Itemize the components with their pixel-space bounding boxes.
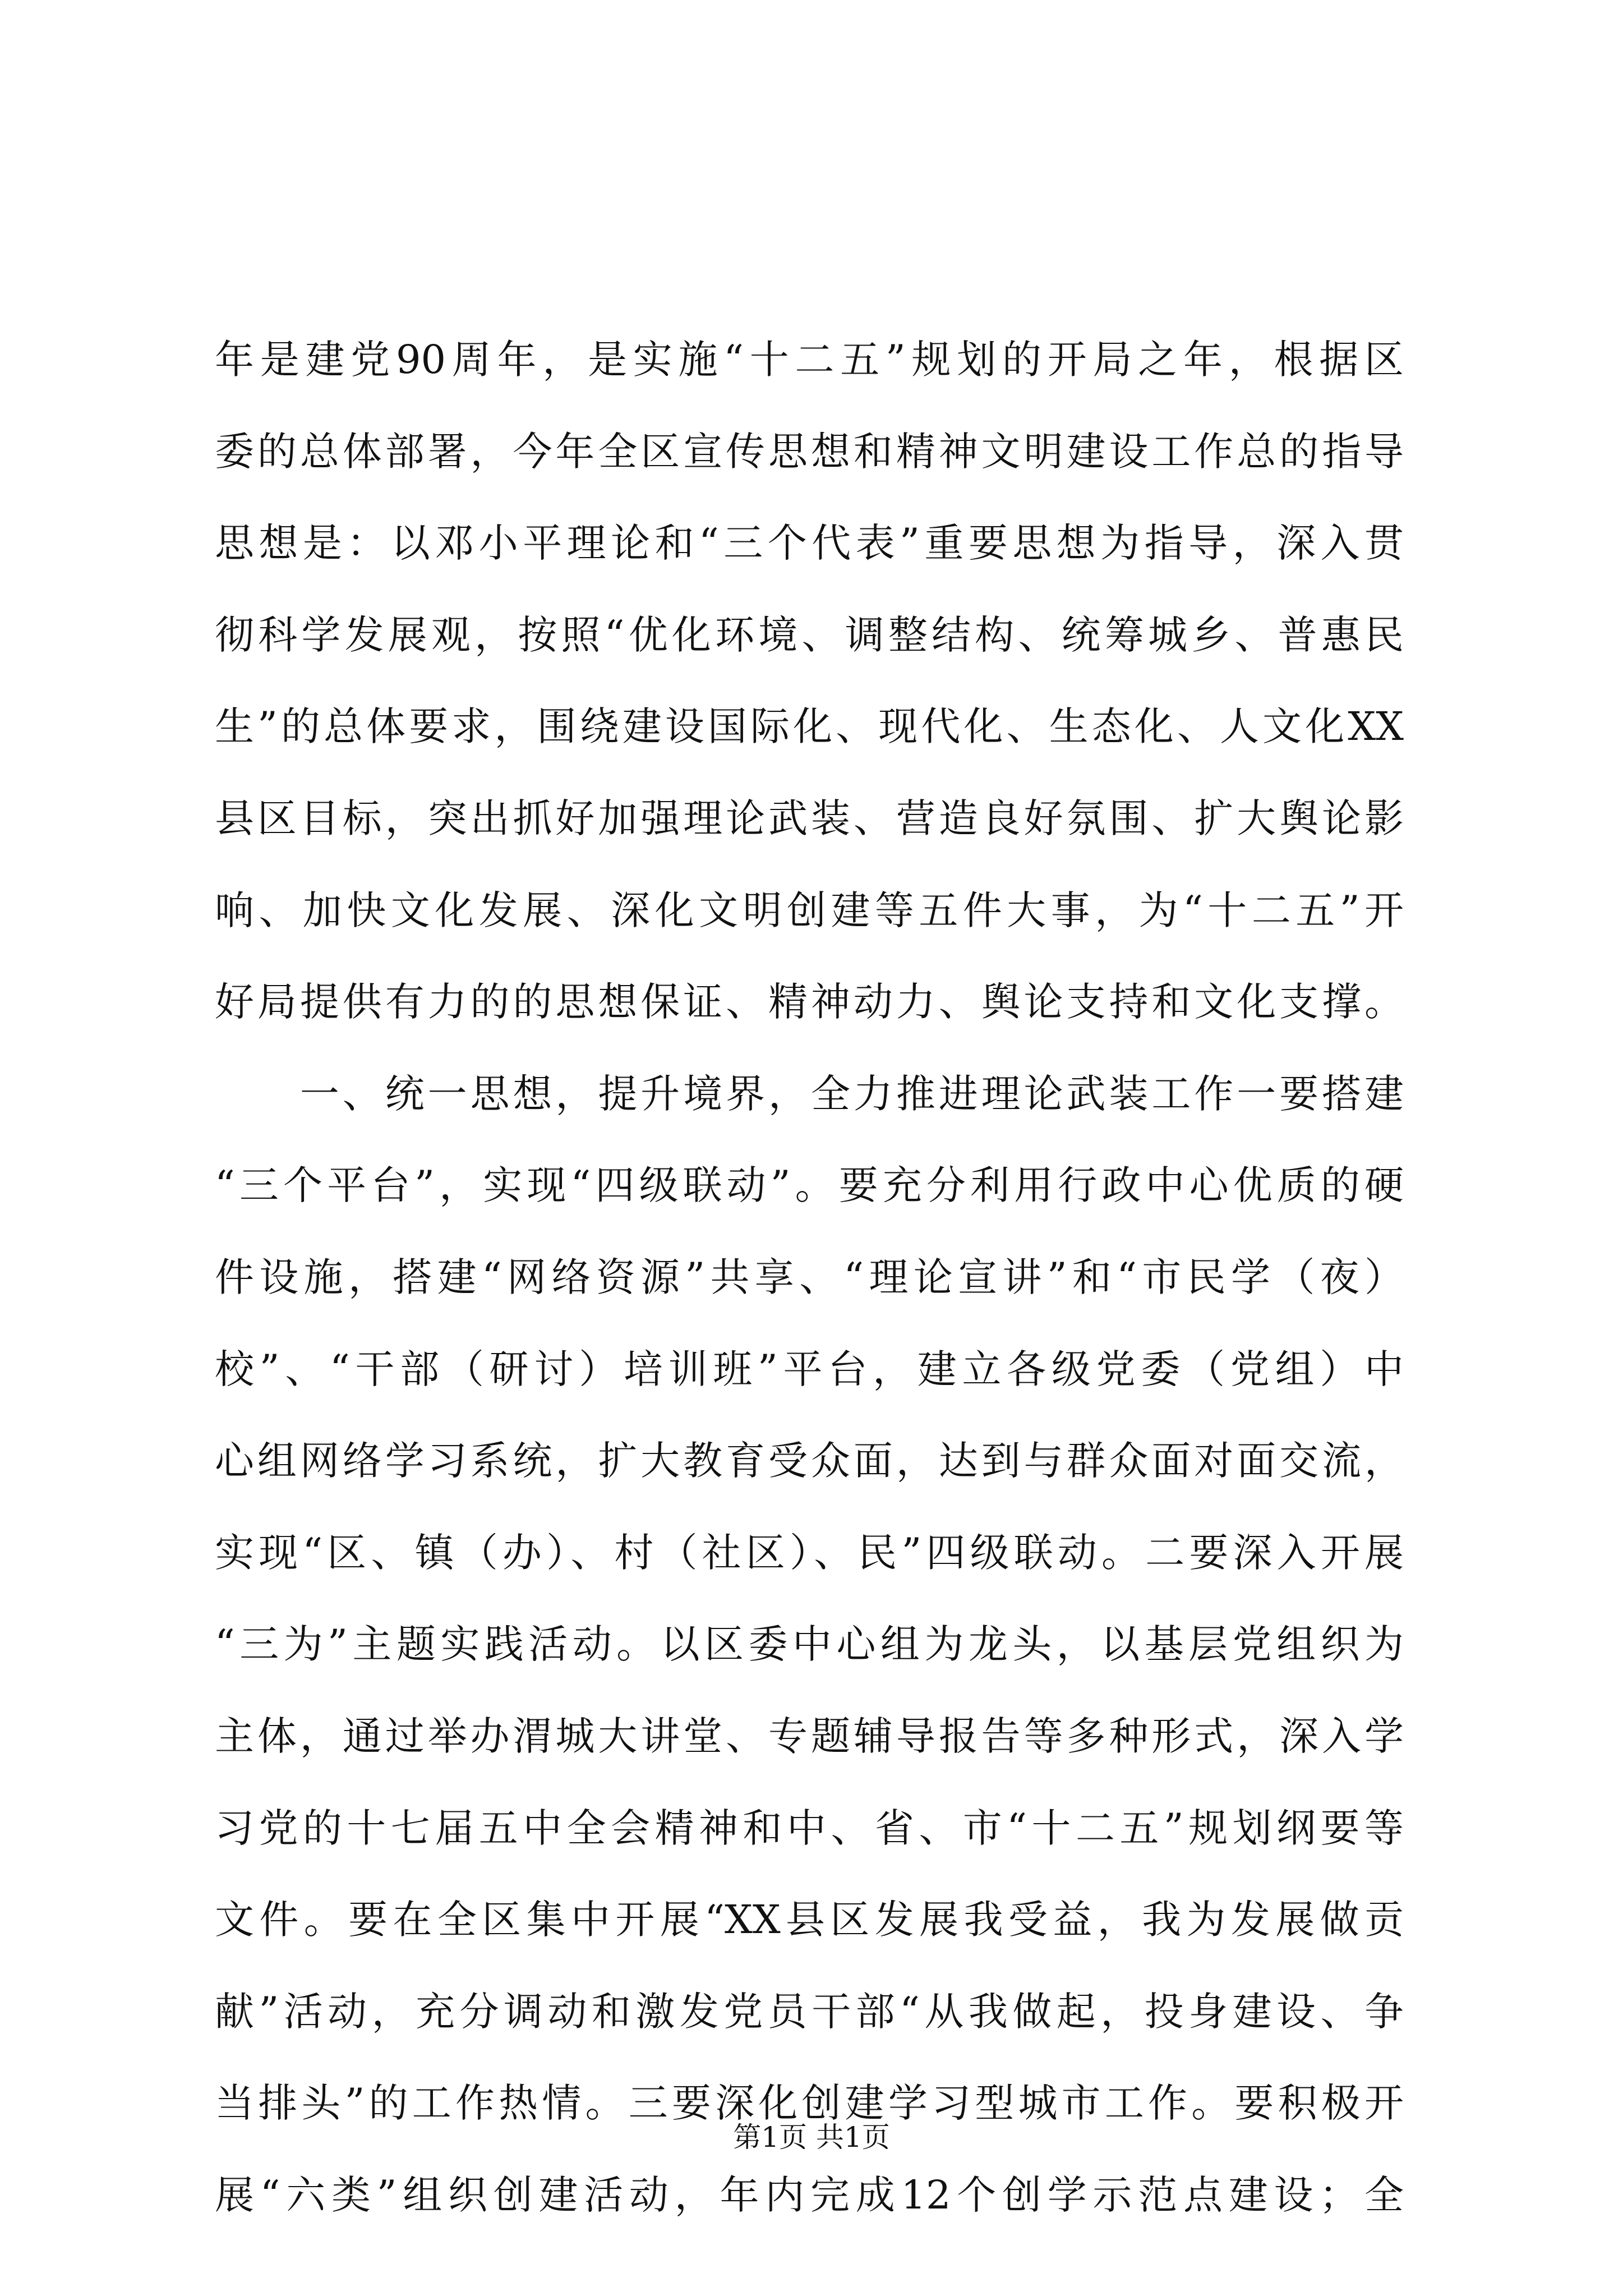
text-line: 响、加快文化发展、深化文明创建等五件大事，为“十二五”开 (215, 887, 1404, 933)
text-line: 展“六类”组织创建活动，年内完成12个创学示范点建设；全 (215, 2171, 1404, 2218)
text-line: 生”的总体要求，围绕建设国际化、现代化、生态化、人文化XX (215, 703, 1404, 750)
text-line: “三个平台”，实现“四级联动”。要充分利用行政中心优质的硬 (215, 1162, 1404, 1209)
text-line: 彻科学发展观，按照“优化环境、调整结构、统筹城乡、普惠民 (215, 611, 1404, 658)
text-line: 好局提供有力的的思想保证、精神动力、舆论支持和文化支撑。 (215, 979, 1404, 1025)
document-body (215, 314, 1404, 2241)
text-line: “三为”主题实践活动。以区委中心组为龙头，以基层党组织为 (215, 1621, 1404, 1668)
text-line: 县区目标，突出抓好加强理论武装、营造良好氛围、扩大舆论影 (215, 795, 1404, 841)
text-line: 习党的十七届五中全会精神和中、省、市“十二五”规划纲要等 (215, 1805, 1404, 1851)
text-line: 文件。要在全区集中开展“XX县区发展我受益，我为发展做贡 (215, 1897, 1404, 1943)
text-line: 心组网络学习系统，扩大教育受众面，达到与群众面对面交流， (215, 1438, 1404, 1484)
text-line: 当排头”的工作热情。三要深化创建学习型城市工作。要积极开 (215, 2080, 1404, 2127)
text-line: 年是建党90周年，是实施“十二五”规划的开局之年，根据区 (215, 337, 1404, 383)
text-line: 献”活动，充分调动和激发党员干部“从我做起，投身建设、争 (215, 1988, 1404, 2035)
page-number-label: 第1页 共1页 (733, 2121, 890, 2154)
page-footer (0, 2120, 1623, 2154)
text-line: 委的总体部署，今年全区宣传思想和精神文明建设工作总的指导 (215, 428, 1404, 475)
text-line: 思想是：以邓小平理论和“三个代表”重要思想为指导，深入贯 (215, 520, 1404, 567)
text-line: 实现“区、镇（办）、村（社区）、民”四级联动。二要深入开展 (215, 1529, 1404, 1576)
text-line: 校”、“干部（研讨）培训班”平台，建立各级党委（党组）中 (215, 1346, 1404, 1392)
text-line: 主体，通过举办渭城大讲堂、专题辅导报告等多种形式，深入学 (215, 1713, 1404, 1759)
section-heading-line: 一、统一思想，提升境界，全力推进理论武装工作一要搭建 (215, 1070, 1404, 1117)
text-line: 件设施，搭建“网络资源”共享、“理论宣讲”和“市民学（夜） (215, 1254, 1404, 1300)
